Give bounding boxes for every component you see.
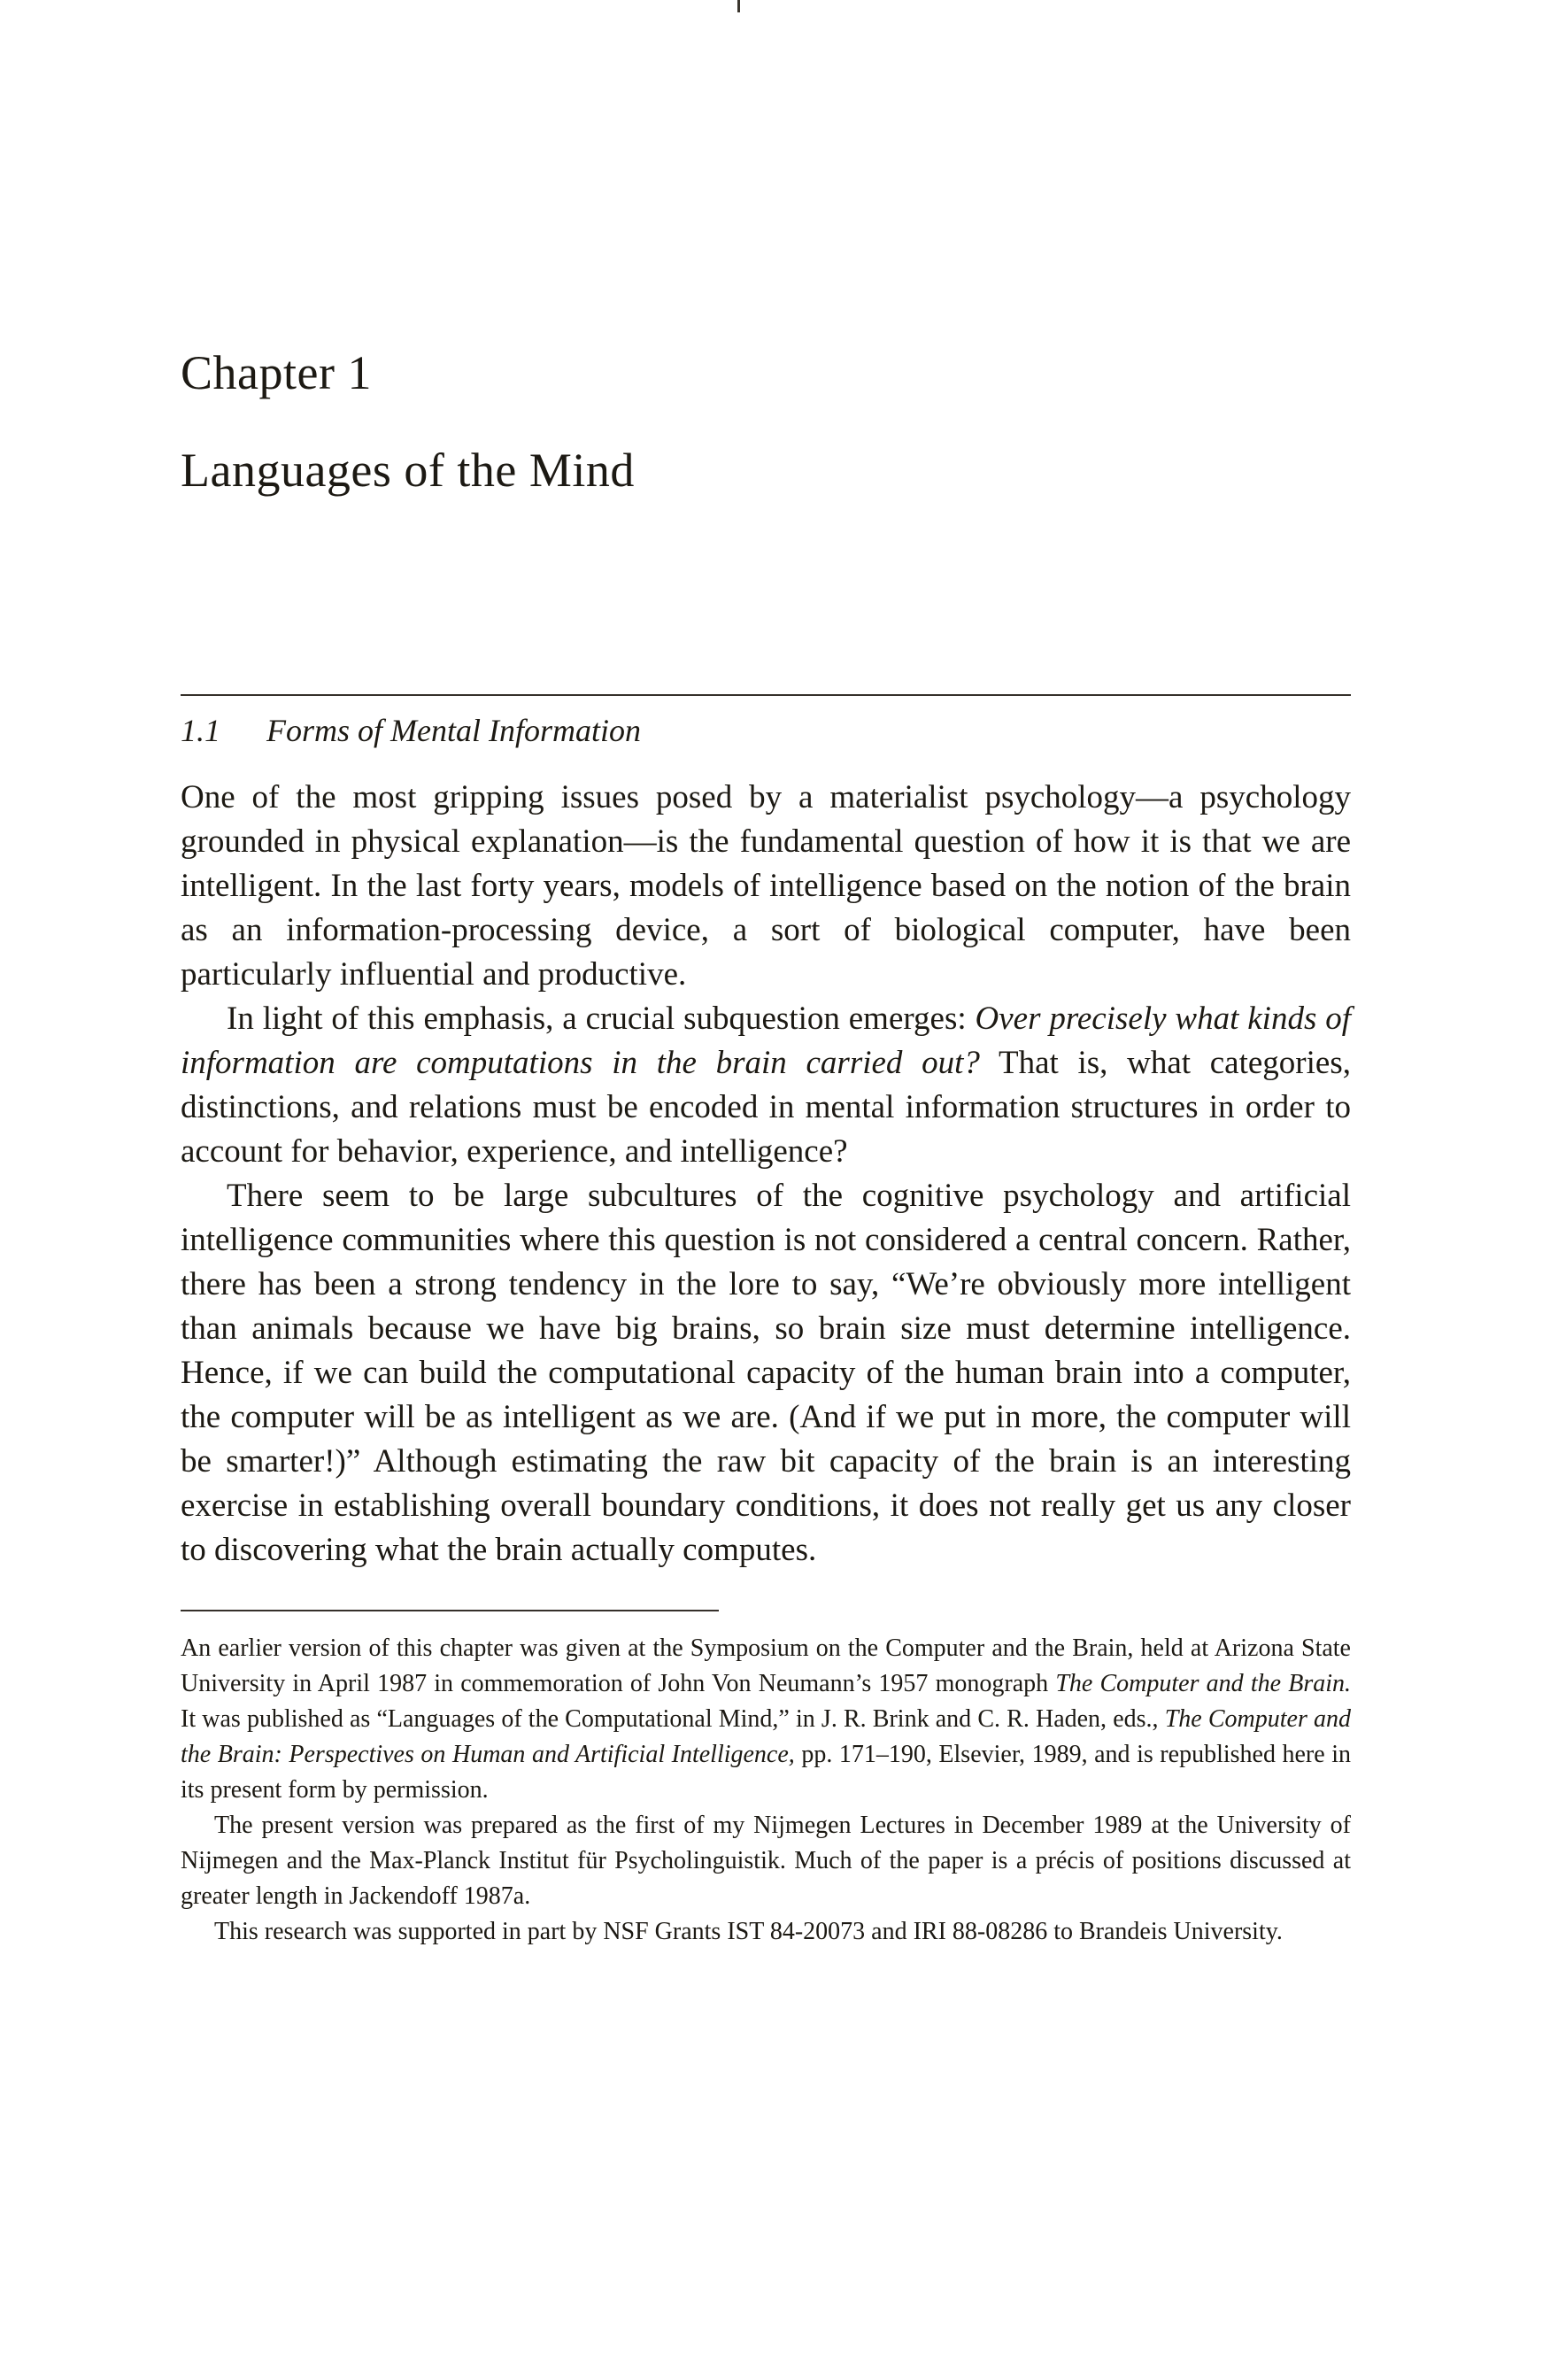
footnote-paragraph-1: [181, 1631, 1351, 1808]
body-text: [181, 776, 1351, 1572]
paragraph-1-text: One of the most gripping issues posed by a materialist psychology—a psychology grounded in physical explanation—is the fundamental question of how it is that we are intelligent. In the last forty years, models of intelligence based on the notion of the brain as an information-processing device, a sort of biological computer, have been particularly influential and productive.: [181, 779, 1351, 993]
chapter-title: Languages of the Mind: [181, 444, 635, 497]
section-title: Forms of Mental Information: [266, 713, 641, 748]
section-number: 1.1: [181, 713, 220, 748]
paragraph-2: [181, 997, 1351, 1174]
chapter-number: Chapter 1: [181, 346, 372, 399]
paragraph-3: [181, 1174, 1351, 1572]
paragraph-2-lead: In light of this emphasis, a crucial subquestion emerges:: [227, 1001, 976, 1037]
paragraph-2-tail: That is, what categories, distinctions, and relations must be encoded in mental information structures in order to account for behavior, experience, and intelligence?: [181, 1045, 1351, 1170]
section-divider-rule: [181, 694, 1351, 696]
footnote-paragraph-3: [181, 1914, 1351, 1950]
paragraph-1: [181, 776, 1351, 997]
footnote-1-volume-title: The Computer and the Brain: Perspectives on Human and Artificial Intelligence,: [181, 1705, 1351, 1768]
footnote-3-text: This research was supported in part by NSF Grants IST 84-20073 and IRI 88-08286 to Brandeis University.: [214, 1918, 1283, 1945]
section-heading: [181, 712, 1351, 749]
footnote-1-lead: An earlier version of this chapter was given at the Symposium on the Computer and the Brain, held at Arizona State University in April 1987 in commemoration of John Von Neumann’s 1957 monograph: [181, 1634, 1351, 1697]
footnote-2-text: The present version was prepared as the first of my Nijmegen Lectures in December 1989 at the University of Nijmegen and the Max-Planck Institut für Psycholinguistik. Much of the paper is a précis of positions discussed at greater length in Jackendoff 1987a.: [181, 1812, 1351, 1910]
page-content: [181, 0, 1351, 1950]
footnote-block: [181, 1631, 1351, 1950]
footnote-paragraph-2: [181, 1808, 1351, 1914]
footnote-1-book-title: The Computer and the Brain.: [1055, 1670, 1351, 1697]
paragraph-3-text: There seem to be large subcultures of the cognitive psychology and artificial intelligence communities where this question is not considered a central concern. Rather, there has been a strong tendency in the lore to say, “We’re obviously more intelligent than animals because we have big brains, so brain size must determine intelligence. Hence, if we can build the computational capacity of the human brain into a computer, the computer will be as intelligent as we are. (And if we put in more, the computer will be smarter!)” Although estimating the raw bit capacity of the brain is an interesting exercise in establishing overall boundary conditions, it does not really get us any closer to discovering what the brain actually computes.: [181, 1178, 1351, 1568]
footnote-separator-rule: [181, 1610, 719, 1611]
footnote-1-middle: It was published as “Languages of the Computational Mind,” in J. R. Brink and C. R. Haden, eds.,: [181, 1705, 1165, 1733]
footnote-1-tail: pp. 171–190, Elsevier, 1989, and is republished here in its present form by permission.: [181, 1741, 1351, 1804]
paragraph-2-italic-question: Over precisely what kinds of information are computations in the brain carried out?: [181, 1001, 1351, 1081]
